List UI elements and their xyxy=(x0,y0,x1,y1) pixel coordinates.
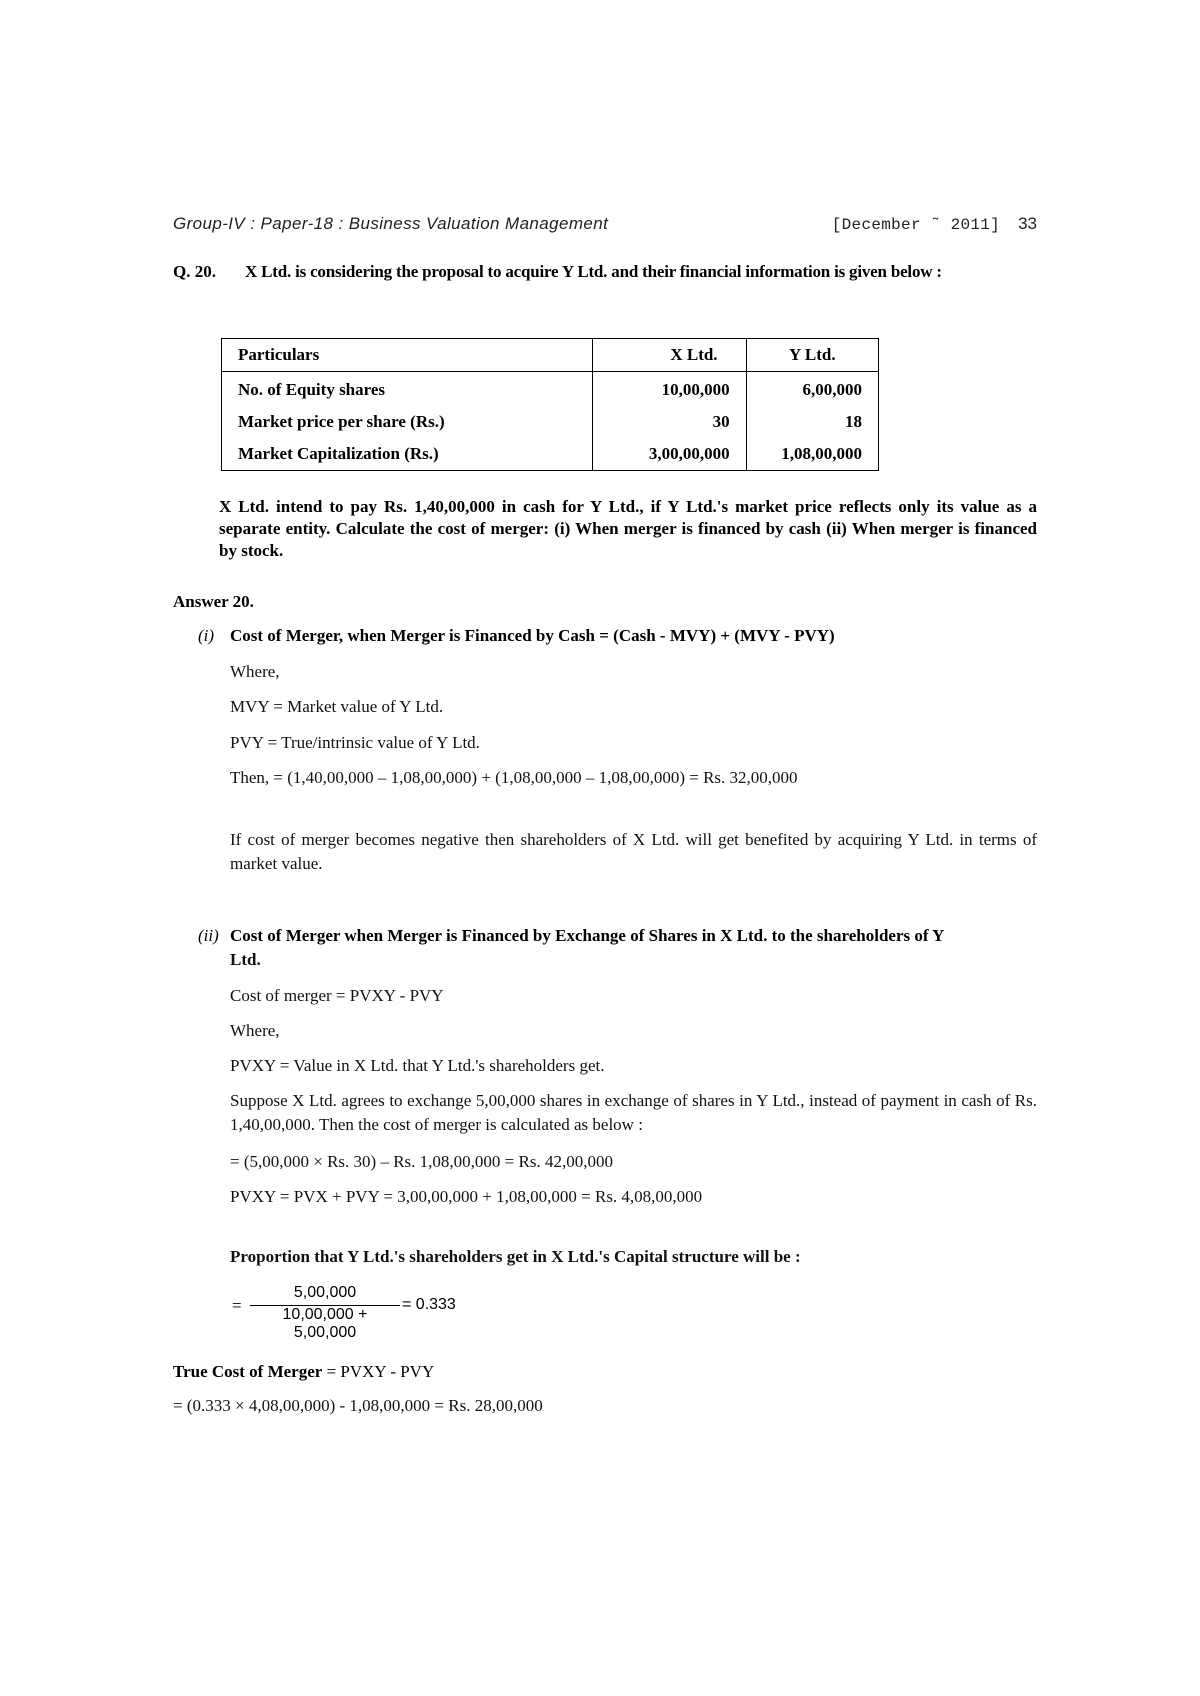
table-row xyxy=(222,438,879,471)
proportion-heading: Proportion that Y Ltd.'s shareholders get in X Ltd.'s Capital structure will be : xyxy=(230,1247,801,1266)
part-i-where: Where, xyxy=(230,662,280,681)
page-header xyxy=(173,214,1037,238)
part-ii-pvxy-definition: PVXY = Value in X Ltd. that Y Ltd.'s shareholders get. xyxy=(230,1056,605,1075)
table-header-y-ltd: Y Ltd. xyxy=(746,339,878,372)
true-cost-label: True Cost of Merger xyxy=(173,1362,323,1381)
true-cost-heading xyxy=(173,1362,434,1382)
table-cell: Market Capitalization (Rs.) xyxy=(222,438,593,471)
table-row xyxy=(222,406,879,438)
table-cell: Market price per share (Rs.) xyxy=(222,406,593,438)
part-ii-number: (ii) xyxy=(198,926,219,945)
part-ii-label-line1: Cost of Merger when Merger is Financed by Exchange of Shares in X Ltd. to the shareholders of Y xyxy=(230,926,945,945)
header-right xyxy=(832,214,1037,234)
fraction-equals: = xyxy=(232,1296,242,1315)
page-number: 33 xyxy=(1018,214,1037,233)
table-cell: 6,00,000 xyxy=(746,372,878,407)
fraction-denominator: 10,00,000 + 5,00,000 xyxy=(282,1306,368,1341)
table-cell: 10,00,000 xyxy=(592,372,746,407)
table-cell: 1,08,00,000 xyxy=(746,438,878,471)
part-i-label: Cost of Merger, when Merger is Financed by Cash = (Cash - MVY) + (MVY - PVY) xyxy=(230,626,835,645)
part-i-calculation: Then, = (1,40,00,000 – 1,08,00,000) + (1,08,00,000 – 1,08,00,000) = Rs. 32,00,000 xyxy=(230,768,798,787)
table-row xyxy=(222,372,879,407)
fraction-numerator: 5,00,000 xyxy=(293,1284,357,1301)
part-ii-calc1: = (5,00,000 × Rs. 30) – Rs. 1,08,00,000 = Rs. 42,00,000 xyxy=(230,1152,613,1171)
part-i-note: If cost of merger becomes negative then shareholders of X Ltd. will get benefited by acquiring Y Ltd. in terms of market value. xyxy=(230,830,1037,873)
part-ii-suppose: Suppose X Ltd. agrees to exchange 5,00,000 shares in exchange of shares in Y Ltd., instead of payment in cash of Rs. 1,40,00,000. Then the cost of merger is calculated as below : xyxy=(230,1091,1037,1134)
part-ii-where: Where, xyxy=(230,1021,280,1040)
true-cost-formula: = PVXY - PVY xyxy=(322,1362,435,1381)
part-ii-calc2: PVXY = PVX + PVY = 3,00,00,000 + 1,08,00,000 = Rs. 4,08,00,000 xyxy=(230,1187,703,1206)
table-cell: 18 xyxy=(746,406,878,438)
question-number: Q. 20. xyxy=(173,262,216,281)
financial-info-table xyxy=(221,338,879,471)
part-i-mvy-definition: MVY = Market value of Y Ltd. xyxy=(230,697,444,716)
question-text: X Ltd. is considering the proposal to acquire Y Ltd. and their financial information is given below : xyxy=(245,262,942,281)
table-cell: No. of Equity shares xyxy=(222,372,593,407)
table-header-x-ltd: X Ltd. xyxy=(592,339,746,372)
table-cell: 30 xyxy=(592,406,746,438)
table-cell: 3,00,00,000 xyxy=(592,438,746,471)
question-body: X Ltd. intend to pay Rs. 1,40,00,000 in cash for Y Ltd., if Y Ltd.'s market price reflects only its value as a separate entity. Calculate the cost of merger: (i) When merger is financed by cash (ii) When merger is financed by stock. xyxy=(219,497,1037,560)
answer-heading: Answer 20. xyxy=(173,592,254,611)
fraction-result: = 0.333 xyxy=(402,1296,456,1313)
part-ii-formula: Cost of merger = PVXY - PVY xyxy=(230,986,444,1005)
table-header-row xyxy=(222,339,879,372)
part-ii-label-line2: Ltd. xyxy=(230,950,261,969)
table-header-particulars: Particulars xyxy=(222,339,593,372)
header-date: [December ˜ 2011] xyxy=(831,216,1001,234)
part-i-pvy-definition: PVY = True/intrinsic value of Y Ltd. xyxy=(230,733,480,752)
true-cost-calculation: = (0.333 × 4,08,00,000) - 1,08,00,000 = Rs. 28,00,000 xyxy=(173,1396,543,1415)
header-title: Group-IV : Paper-18 : Business Valuation Management xyxy=(173,214,609,233)
part-i-number: (i) xyxy=(198,626,215,645)
